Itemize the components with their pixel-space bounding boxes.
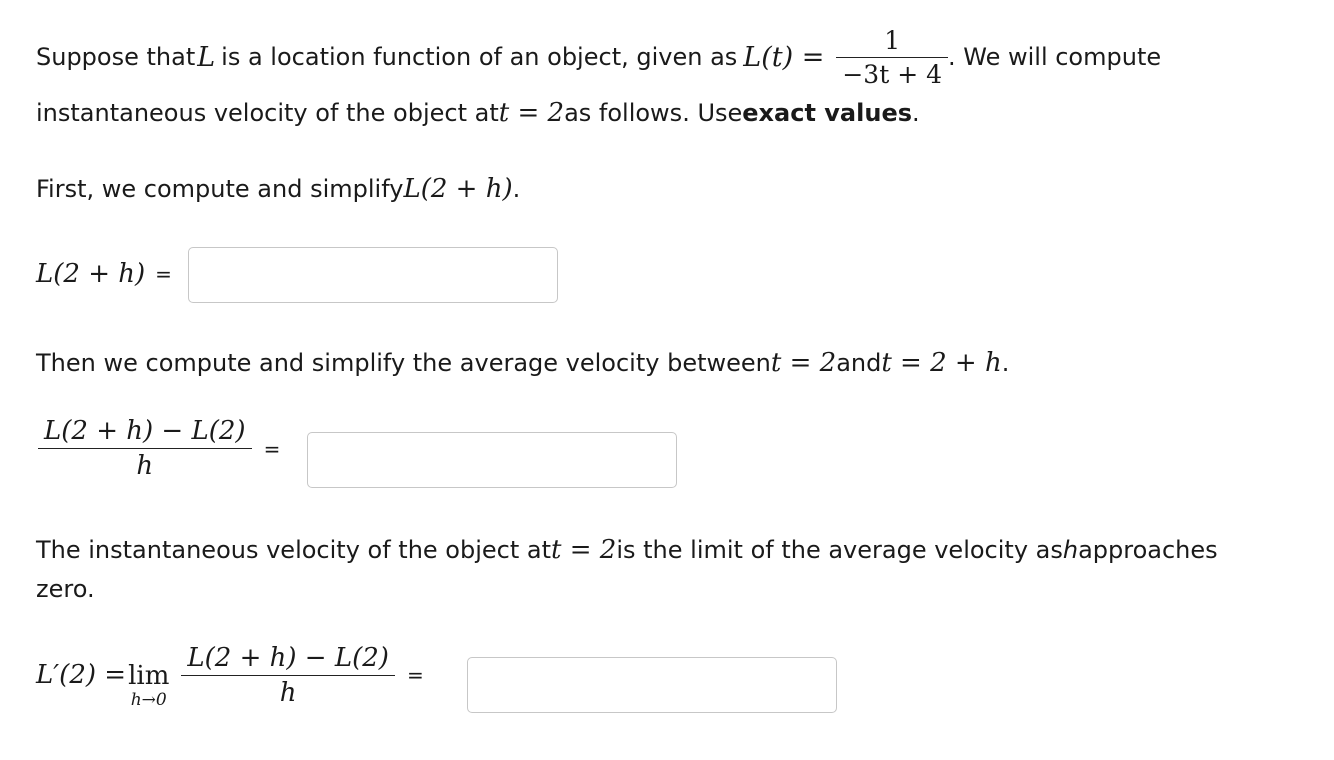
step2-t-end: t = 2 + h bbox=[881, 348, 1002, 378]
step2-text: Then we compute and simplify the average velocity between bbox=[36, 349, 771, 377]
step2-answer-input[interactable] bbox=[307, 432, 677, 488]
step2-equals: = bbox=[263, 436, 281, 461]
step3-t-equals-2: t = 2 bbox=[551, 535, 617, 565]
step3-text-b: is the limit of the average velocity as bbox=[616, 536, 1063, 564]
step1-instruction bbox=[36, 172, 520, 206]
location-fraction-denominator: −3t + 4 bbox=[842, 59, 942, 89]
t-equals-2: t = 2 bbox=[498, 98, 565, 128]
step3-instruction-line-1 bbox=[36, 533, 1218, 567]
step1-text: First, we compute and simplify bbox=[36, 175, 404, 203]
step2-instruction bbox=[36, 346, 1009, 380]
step3-h: h bbox=[1062, 536, 1079, 564]
intro-line-2-text-a: instantaneous velocity of the object at bbox=[36, 99, 499, 127]
limit-lim: lim bbox=[128, 661, 170, 691]
location-fraction bbox=[836, 26, 948, 89]
function-L-of-t: L(t) = bbox=[743, 41, 825, 73]
intro-text-2: is a location function of an object, given as bbox=[221, 43, 738, 71]
average-velocity-fraction bbox=[38, 416, 252, 481]
var-L: L bbox=[197, 41, 216, 73]
average-velocity-denominator: h bbox=[136, 451, 154, 481]
step2-answer-row bbox=[38, 416, 280, 481]
limit-subscript: h→0 bbox=[130, 690, 167, 710]
step1-equals: = bbox=[155, 262, 172, 286]
step3-answer-row bbox=[36, 640, 424, 710]
step2-period: . bbox=[1001, 349, 1010, 377]
exact-values-emphasis: exact values bbox=[742, 99, 913, 127]
intro-line-2 bbox=[36, 96, 920, 130]
step3-text-a: The instantaneous velocity of the object at bbox=[36, 536, 552, 564]
step1-expression: L(2 + h) bbox=[403, 174, 513, 204]
average-velocity-numerator: L(2 + h) − L(2) bbox=[44, 416, 246, 446]
limit-fraction bbox=[181, 643, 395, 708]
step1-label: L(2 + h) bbox=[36, 259, 146, 289]
step3-text-c: approaches bbox=[1078, 536, 1218, 564]
intro-text-3: . We will compute bbox=[948, 43, 1162, 71]
step1-answer-row bbox=[36, 252, 172, 296]
step3-instruction-line-2 bbox=[36, 572, 95, 606]
step1-period: . bbox=[512, 175, 521, 203]
limit-fraction-denominator: h bbox=[279, 677, 297, 708]
step2-and: and bbox=[836, 349, 882, 377]
step3-equals: = bbox=[406, 663, 424, 687]
derivative-lhs: L′(2) = bbox=[36, 660, 127, 690]
location-fraction-numerator: 1 bbox=[884, 25, 901, 55]
intro-text-1: Suppose that bbox=[36, 43, 196, 71]
limit-operator bbox=[128, 662, 169, 710]
limit-fraction-numerator: L(2 + h) − L(2) bbox=[187, 642, 389, 673]
intro-line-2-text-c: . bbox=[912, 99, 920, 127]
step1-answer-input[interactable] bbox=[188, 247, 558, 303]
step2-t-start: t = 2 bbox=[770, 348, 837, 378]
intro-line-1 bbox=[36, 26, 1161, 88]
intro-line-2-text-b: as follows. Use bbox=[564, 99, 743, 127]
step3-answer-input[interactable] bbox=[467, 657, 837, 713]
step3-line-2: zero. bbox=[36, 575, 95, 603]
